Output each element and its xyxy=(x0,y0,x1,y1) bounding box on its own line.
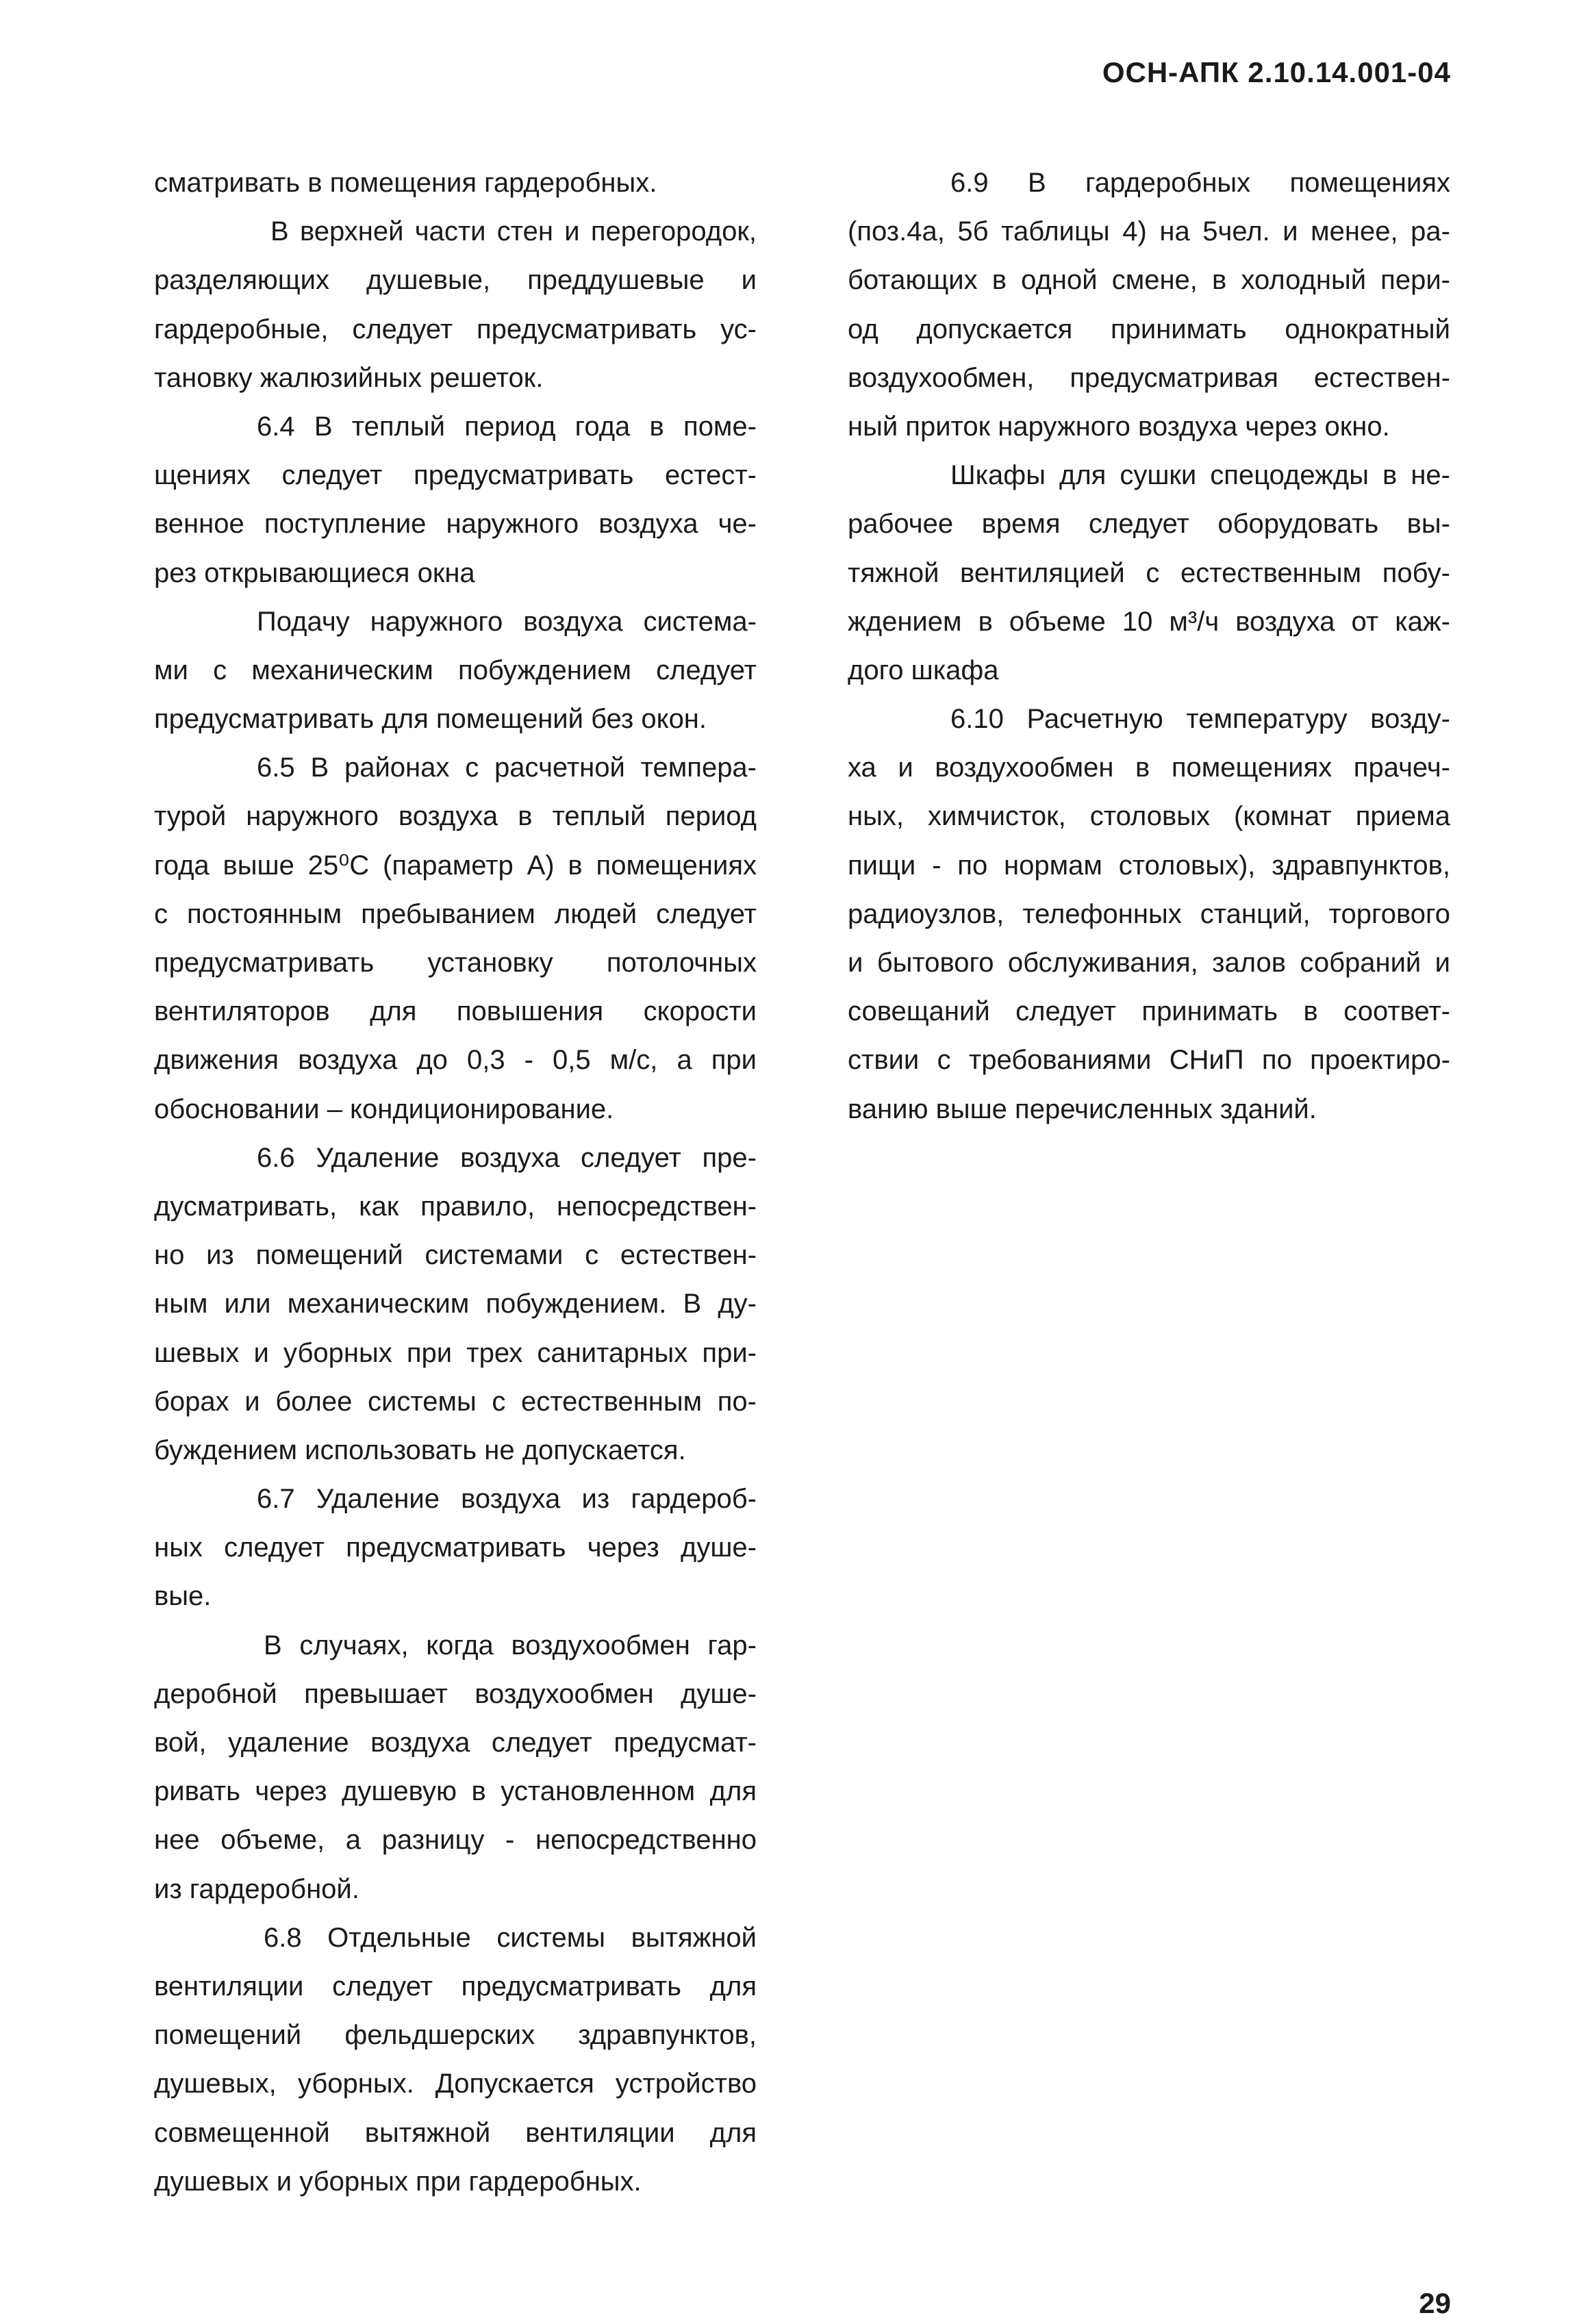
text-line: ным или механическим побуждением. В ду- xyxy=(154,1289,757,1319)
text-line: рез открывающиеся окна xyxy=(154,557,475,588)
page-number: 29 xyxy=(1419,2287,1451,2319)
text-line: борах и более системы с естественным по- xyxy=(154,1386,757,1417)
text-line: 6.4 В теплый период года в поме- xyxy=(257,411,757,442)
text-line: нее объеме, а разницу - непосредственно xyxy=(154,1825,757,1856)
text-line: ванию выше перечисленных зданий. xyxy=(848,1094,1317,1124)
text-line: деробной превышает воздухообмен душе- xyxy=(154,1678,757,1709)
text-line: ха и воздухообмен в помещениях прачеч- xyxy=(848,753,1450,783)
text-line: турой наружного воздуха в теплый период xyxy=(154,801,757,832)
text-line: из гардеробной. xyxy=(154,1873,359,1904)
text-line: ми с механическим побуждением следует xyxy=(154,655,757,685)
text-line: В случаях, когда воздухообмен гар- xyxy=(264,1630,757,1660)
text-line: дусматривать, как правило, непосредствен- xyxy=(154,1191,757,1222)
paragraph xyxy=(848,451,1450,695)
text-line: венное поступление наружного воздуха че- xyxy=(154,509,757,540)
text-line: 6.5 В районах с расчетной темпера- xyxy=(257,753,757,783)
text-line: ботающих в одной смене, в холодный пери- xyxy=(848,265,1450,296)
document-code-header: ОСН-АПК 2.10.14.001-04 xyxy=(1102,56,1451,88)
text-line: ных, химчисток, столовых (комнат приема xyxy=(848,801,1450,832)
text-line: рабочее время следует оборудовать вы- xyxy=(848,509,1450,540)
left-text-column xyxy=(154,159,757,2206)
text-line: но из помещений системами с естествен- xyxy=(154,1240,757,1271)
text-line: воздухообмен, предусматривая естествен- xyxy=(848,362,1450,393)
text-line: помещений фельдшерских здравпунктов, xyxy=(154,2020,757,2051)
text-line: 6.7 Удаление воздуха из гардероб- xyxy=(257,1484,757,1515)
text-line: 6.6 Удаление воздуха следует пре- xyxy=(257,1142,757,1173)
text-line: душевых, уборных. Допускается устройство xyxy=(154,2069,757,2099)
text-line: ный приток наружного воздуха через окно. xyxy=(848,411,1390,442)
paragraph xyxy=(154,159,757,207)
text-line: вентиляторов для повышения скорости xyxy=(154,996,757,1027)
text-line: вой, удаление воздуха следует предусмат- xyxy=(154,1728,757,1758)
right-text-column xyxy=(848,159,1450,1134)
text-line: разделяющих душевые, преддушевые и xyxy=(154,265,757,296)
paragraph xyxy=(154,598,757,744)
text-line: од допускается принимать однократный xyxy=(848,314,1450,344)
text-line: гардеробные, следует предусматривать ус- xyxy=(154,314,757,344)
paragraph xyxy=(848,695,1450,1134)
text-line: (поз.4а, 5б таблицы 4) на 5чел. и менее, ра- xyxy=(848,216,1450,247)
text-line: Подачу наружного воздуха система- xyxy=(257,606,757,637)
paragraph xyxy=(848,159,1450,451)
text-line: совещаний следует принимать в соответ- xyxy=(848,996,1450,1027)
paragraph xyxy=(154,1621,757,1914)
text-line: совмещенной вытяжной вентиляции для xyxy=(154,2117,757,2148)
paragraph xyxy=(154,744,757,1134)
text-line: В верхней части стен и перегородок, xyxy=(270,216,757,247)
text-line: ривать через душевую в установленном для xyxy=(154,1776,757,1807)
paragraph xyxy=(154,1475,757,1621)
text-line: дого шкафа xyxy=(848,655,999,685)
text-line: ных следует предусматривать через душе- xyxy=(154,1532,757,1563)
text-line: вые. xyxy=(154,1581,212,1612)
text-line: щениях следует предусматривать естест- xyxy=(154,460,757,491)
text-line: сматривать в помещения гардеробных. xyxy=(154,168,657,198)
text-line: ствии с требованиями СНиП по проектиро- xyxy=(848,1045,1450,1076)
text-line: 6.8 Отдельные системы вытяжной xyxy=(264,1922,757,1953)
text-line: предусматривать установку потолочных xyxy=(154,948,757,978)
paragraph xyxy=(154,1914,757,2206)
paragraph xyxy=(154,207,757,403)
text-line: шевых и уборных при трех санитарных при- xyxy=(154,1337,757,1368)
text-line: 6.10 Расчетную температуру возду- xyxy=(950,704,1450,735)
text-line: Шкафы для сушки спецодежды в не- xyxy=(950,460,1450,491)
text-line: пищи - по нормам столовых), здравпунктов, xyxy=(848,850,1450,881)
text-line: движения воздуха до 0,3 - 0,5 м/с, а при xyxy=(154,1045,757,1076)
text-line: 6.9 В гардеробных помещениях xyxy=(950,168,1450,198)
text-line: радиоузлов, телефонных станций, торгового xyxy=(848,898,1450,929)
text-line: буждением использовать не допускается. xyxy=(154,1435,686,1465)
paragraph xyxy=(154,403,757,598)
paragraph xyxy=(154,1134,757,1475)
text-line: ждением в объеме 10 м³/ч воздуха от каж- xyxy=(848,606,1450,637)
text-line: года выше 25⁰С (параметр А) в помещениях xyxy=(154,850,757,881)
text-line: обосновании – кондиционирование. xyxy=(154,1094,614,1124)
text-line: и бытового обслуживания, залов собраний и xyxy=(848,948,1450,978)
text-line: душевых и уборных при гардеробных. xyxy=(154,2166,642,2197)
text-line: тановку жалюзийных решеток. xyxy=(154,362,544,393)
text-line: вентиляции следует предусматривать для xyxy=(154,1971,757,2001)
text-line: предусматривать для помещений без окон. xyxy=(154,704,707,735)
text-line: тяжной вентиляцией с естественным побу- xyxy=(848,557,1450,588)
text-line: с постоянным пребыванием людей следует xyxy=(154,898,757,929)
